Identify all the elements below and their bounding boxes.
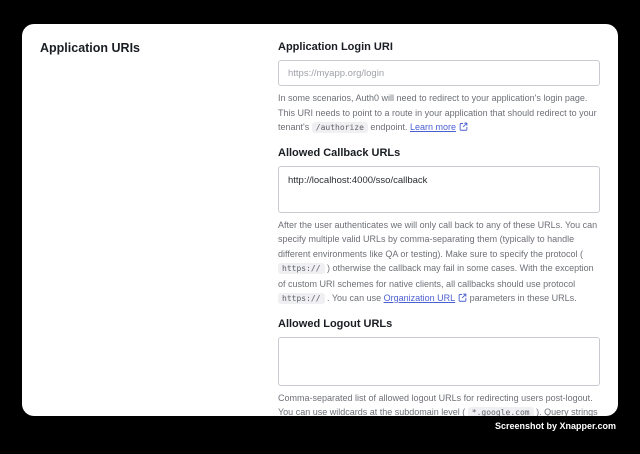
- login-uri-description: In some scenarios, Auth0 will need to redirect to your application's login page. This URI needs to point to a route in your application that should redirect to your tenant's /authorize endpoint. Learn more: [278, 91, 600, 136]
- settings-section-right-column: [278, 41, 600, 416]
- inline-code-chip: /authorize: [312, 122, 368, 133]
- login-uri-input[interactable]: [278, 60, 600, 86]
- xnapper-watermark: Screenshot by Xnapper.com: [494, 421, 616, 431]
- inline-code-chip: *.google.com: [468, 407, 534, 416]
- login-uri-field: [278, 41, 600, 136]
- callback-urls-description: After the user authenticates we will only call back to any of these URLs. You can specify multiple valid URLs by comma-separating them (typically to handle different environments like QA or testing). Make sure to specify the protocol ( https:// ) otherwise the callback may fail in some cases. With the exception of custom URI schemes for native clients, all callbacks should use protocol https:// . You can use Organization URL parameters in these URLs.: [278, 218, 600, 307]
- external-link-icon: [458, 292, 467, 307]
- application-uris-card: [22, 24, 618, 416]
- logout-urls-textarea[interactable]: [278, 337, 600, 386]
- section-title: Application URIs: [40, 41, 141, 55]
- callback-urls-field: [278, 147, 600, 307]
- logout-urls-label: Allowed Logout URLs: [278, 317, 393, 330]
- organization-url-link[interactable]: Organization URL: [384, 293, 468, 303]
- learn-more-link[interactable]: Learn more: [410, 122, 468, 132]
- settings-section-left-column: [40, 41, 278, 416]
- callback-urls-label: Allowed Callback URLs: [278, 146, 401, 159]
- login-uri-label: Application Login URI: [278, 41, 393, 53]
- logout-urls-description: Comma-separated list of allowed logout URLs for redirecting users post-logout. You can use wildcards at the subdomain level ( *.google.com ). Query strings: [278, 392, 598, 416]
- external-link-icon: [459, 121, 468, 136]
- inline-code-chip: https://: [278, 293, 325, 304]
- callback-urls-textarea[interactable]: [278, 166, 600, 213]
- logout-urls-field: [278, 318, 600, 417]
- inline-code-chip: https://: [278, 263, 325, 274]
